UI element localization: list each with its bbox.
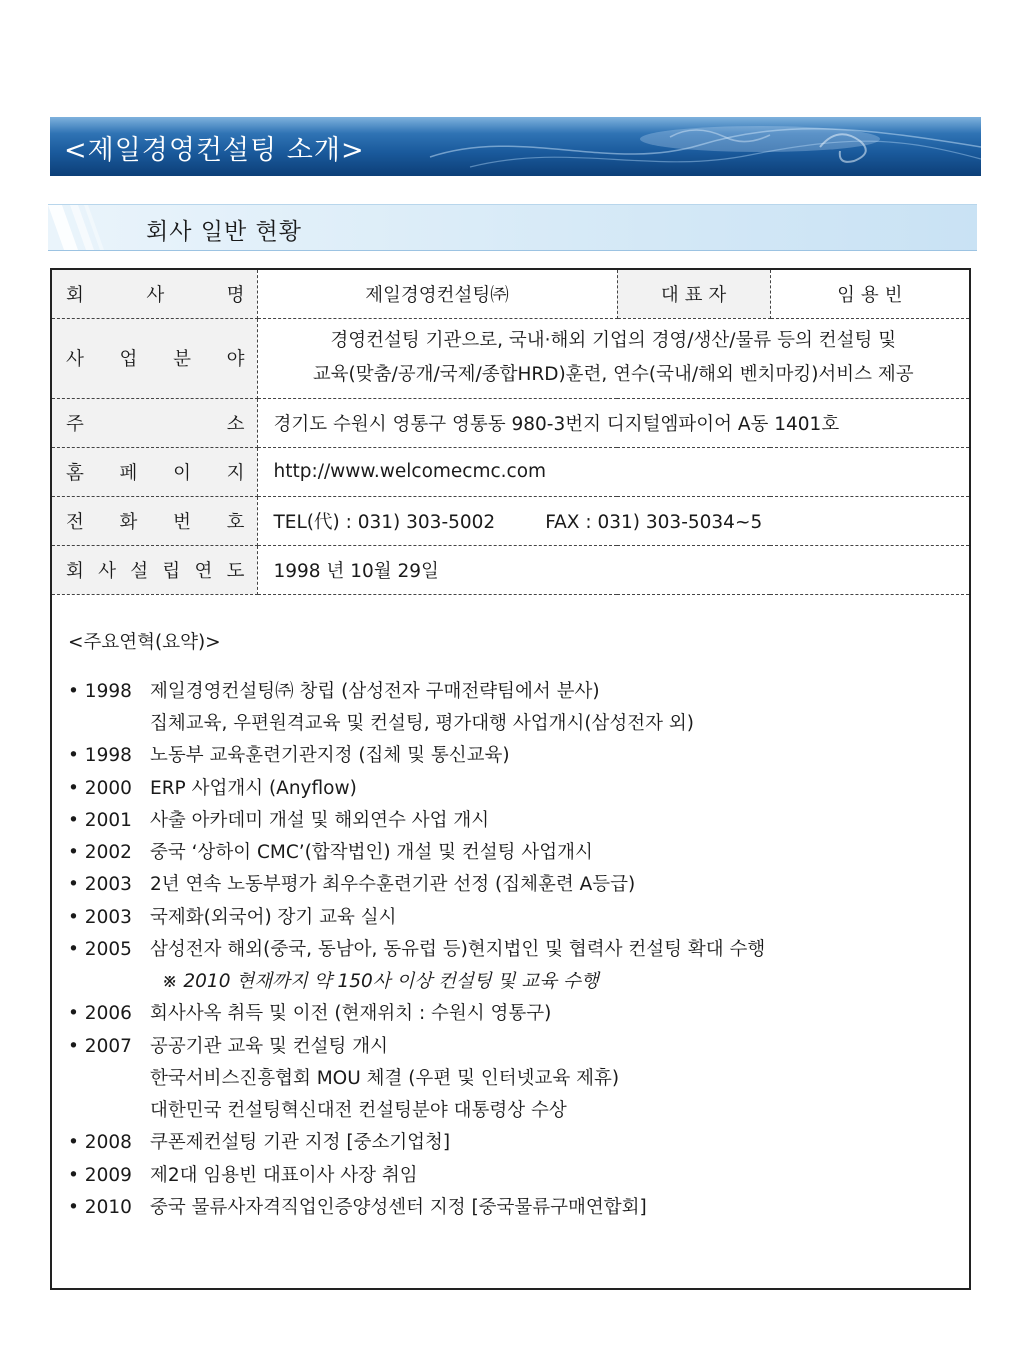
company-name-label: 회 사 명: [52, 270, 257, 318]
phone-label: 전 화 번 호: [52, 496, 257, 545]
title-banner: [50, 117, 981, 176]
phone-value: [257, 496, 969, 545]
business-area-value: 경영컨설팅 기관으로, 국내·해외 기업의 경영/생산/물류 등의 컨설팅 및 교육(맞춤/공개/국제/종합HRD)훈련, 연수(국내/해외 벤치마킹)서비스 제공: [257, 318, 969, 398]
homepage-link[interactable]: http://www.welcomecmc.com: [257, 447, 969, 496]
business-area-label: 사 업 분 야: [52, 318, 257, 398]
address-label: 주 소: [52, 398, 257, 447]
history-heading: <주요연혁(요약)>: [68, 632, 221, 653]
banner-title: <제일경영컨설팅 소개>: [64, 135, 365, 166]
homepage-label: 홈 페 이 지: [52, 447, 257, 496]
company-name-value: 제일경영컨설팅㈜: [257, 270, 617, 318]
company-profile-frame: 회 사 명 제일경영컨설팅㈜ 대 표 자 임 용 빈 사 업 분 야 경영컨설팅 기관으로, 국내·해외 기업의 경영/생산/물류 등의 컨설팅 및 교육(맞춤/공개/국제/종합HRD)훈련, 연수(국내/해외 벤치마킹)서비스 제공 주 소 경기도 수원시 영통구 영통동 980-3번지 디지털엠파이어 A동 1401호 홈 페 이 지 http://www.welcomecmc.com 전 화 번 호 TEL(代) : 031) 303-5002 FAX : 031) 303-5034~5 회 사 설 립 연 도 1998 년 10월 29일 <주요연혁(요약)> • 1998 제일경영컨설팅㈜ 창립 (삼성전자 구매전략팀에서 분사) 집체교육, 우편원격교육 및 컨설팅, 평가대행 사업개시(삼성전자 외) • 1998 노동부 교육훈련기관지정 (집체 및 통신교육) • 2000 ERP 사업개시 (Anyflow) • 2001 사출 아카데미 개설 및 해외연수 사업 개시 • 2002 중국 ‘상하이 CMC’(합작법인) 개설 및 컨설팅 사업개시 • 2003 2년 연속 노동부평가 최우수훈련기관 선정 (집체훈련 A등급) • 2003 국제화(외국어) 장기 교육 실시 • 2005 삼성전자 해외(중국, 동남아, 동유럽 등)현지법인 및 협력사 컨설팅 확대 수행 ※ 2010 현재까지 약 150사 이상 컨설팅 및 교육 수행 • 2006 회사사옥 취득 및 이전 (현재위치 : 수원시 영통구) • 2007 공공기관 교육 및 컨설팅 개시 한국서비스진흥협회 MOU 체결 (우편 및 인터넷교육 제휴) 대한민국 컨설팅혁신대전 컨설팅분야 대통령상 수상 • 2008 쿠폰제컨설팅 기관 지정 [중소기업청] • 2009 제2대 임용빈 대표이사 사장 취임 • 2010 중국 물류사자격직업인증양성센터 지정 [중국물류구매연합회]: [50, 268, 971, 1290]
ceo-label: 대 표 자: [617, 270, 770, 318]
row-address: [52, 398, 969, 447]
row-founded: [52, 545, 969, 594]
founded-value: 1998 년 10월 29일: [257, 545, 969, 594]
row-company-name: [52, 270, 969, 318]
row-phone: [52, 496, 969, 545]
company-info-table: [52, 270, 969, 595]
fax-number: FAX : 031) 303-5034~5: [545, 511, 763, 533]
section-header-stripe-decoration: [48, 205, 118, 250]
section-title: 회사 일반 현황: [146, 219, 302, 245]
ceo-value: 임 용 빈: [770, 270, 969, 318]
address-value: 경기도 수원시 영통구 영통동 980-3번지 디지털엠파이어 A동 1401호: [257, 398, 969, 447]
tel-number: TEL(代) : 031) 303-5002: [273, 511, 496, 533]
row-homepage: [52, 447, 969, 496]
founded-label: 회 사 설 립 연 도: [52, 545, 257, 594]
section-header: [48, 204, 977, 251]
row-business-area: [52, 318, 969, 398]
